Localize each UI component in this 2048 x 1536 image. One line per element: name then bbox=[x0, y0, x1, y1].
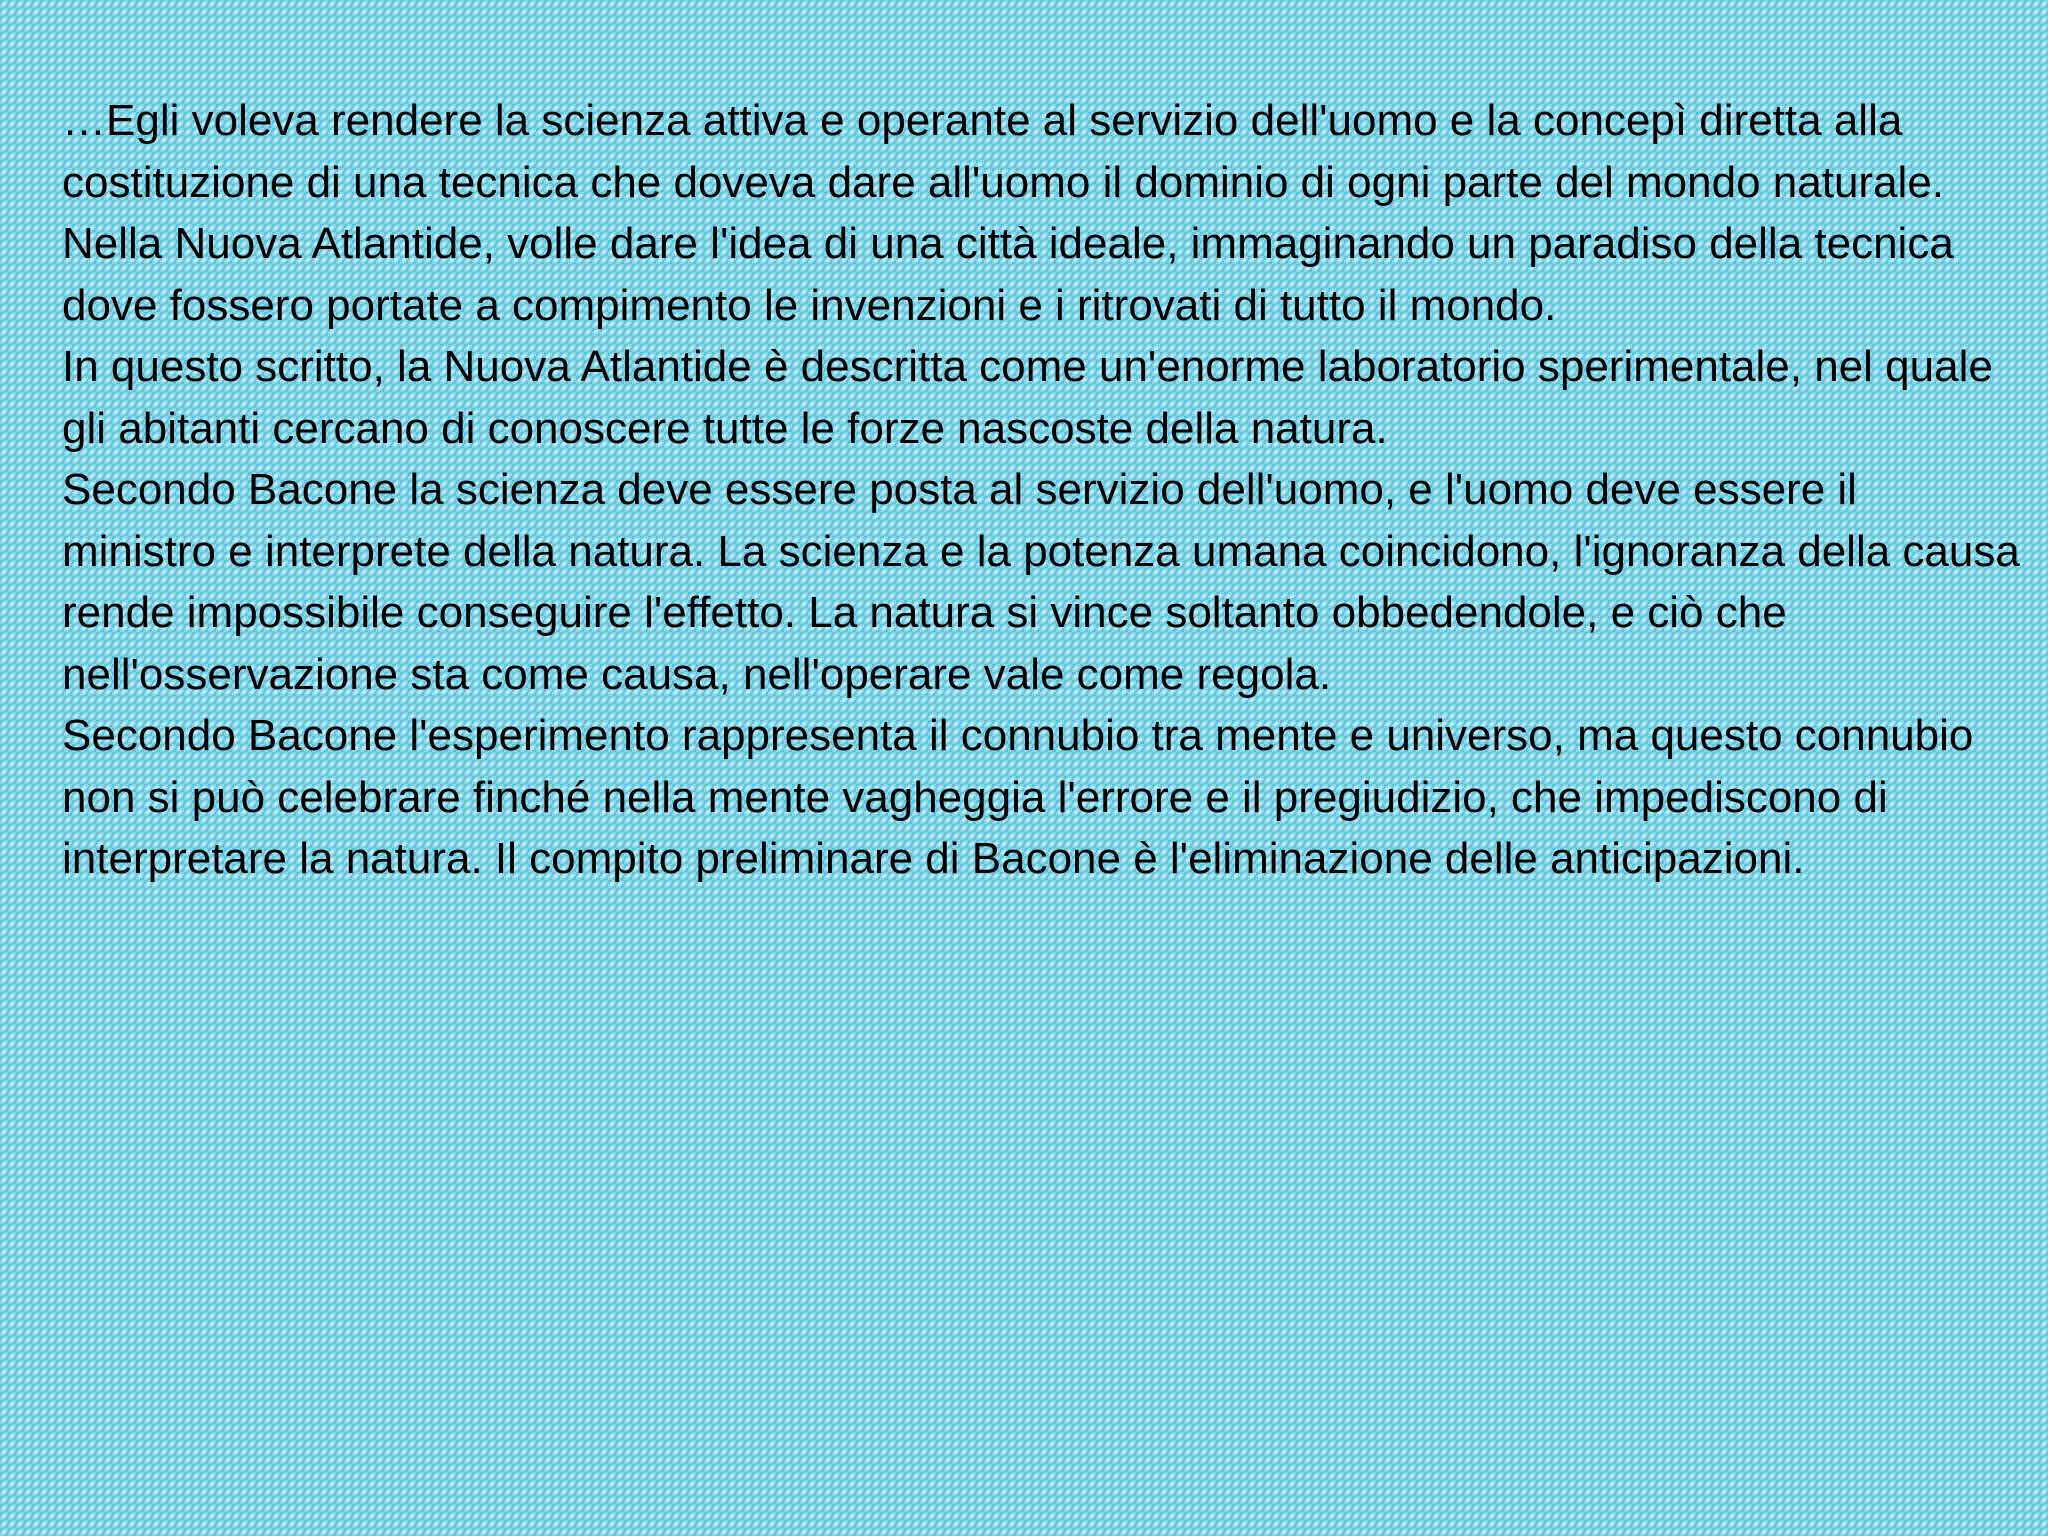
paragraph-experiment-mind-universe: Secondo Bacone l'esperimento rappresenta il connubio tra mente e universo, ma questo connubio non si può celebrare finché nella mente vagheggia l'errore e il pregiudizio, che impediscono di interpretare la natura. Il compito preliminare di Bacone è l'eliminazione delle anticipazioni. bbox=[62, 711, 1974, 883]
paragraph-bacon-science-technique: …Egli voleva rendere la scienza attiva e operante al servizio dell'uomo e la concepì diretta alla costituzione di una tecnica che doveva dare all'uomo il dominio di ogni parte del mondo naturale. Nella Nuova Atlantide, volle dare l'idea di una città ideale, immaginando un paradiso della tecnica dove fossero portate a compimento le invenzioni e i ritrovati di tutto il mondo. bbox=[62, 96, 1954, 330]
slide-text-body bbox=[62, 90, 2022, 890]
paragraph-new-atlantis-laboratory: In questo scritto, la Nuova Atlantide è descritta come un'enorme laboratorio sperimentale, nel quale gli abitanti cercano di conoscere tutte le forze nascoste della natura. bbox=[62, 342, 1993, 453]
paragraph-science-service-of-man: Secondo Bacone la scienza deve essere posta al servizio dell'uomo, e l'uomo deve essere il ministro e interprete della natura. La scienza e la potenza umana coincidono, l'ignoranza della causa rende impossibile conseguire l'effetto. La natura si vince soltanto obbedendole, e ciò che nell'osservazione sta come causa, nell'operare vale come regola. bbox=[62, 465, 2020, 699]
